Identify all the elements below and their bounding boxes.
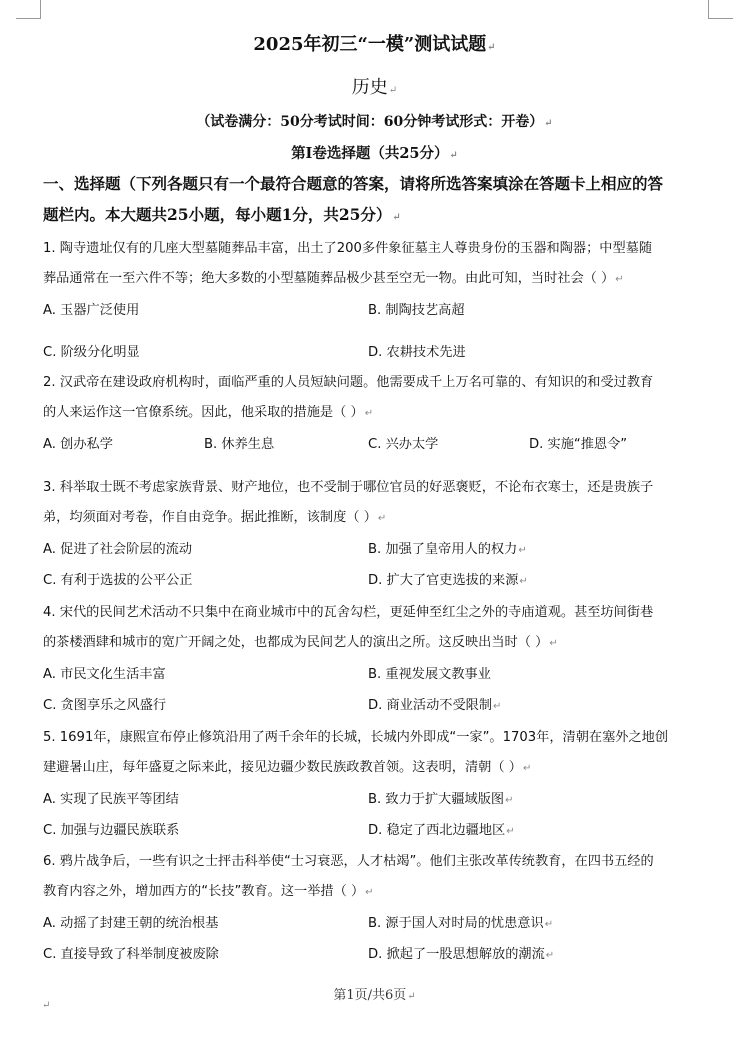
- question-4-option-d: D. 商业活动不受限制↵: [368, 698, 502, 713]
- question-5-option-a: A. 实现了民族平等团结: [43, 792, 179, 807]
- question-4-option-b: B. 重视发展文教事业: [368, 667, 491, 682]
- crop-mark-top-right: [708, 0, 733, 19]
- question-5-line2: 建避暑山庄，每年盛夏之际来此，接见边疆少数民族政教首领。这表明，清朝（ ）↵: [43, 760, 532, 775]
- question-4-line1: 4. 宋代的民间艺术活动不只集中在商业城市中的瓦舍勾栏，更延伸至红尘之外的寺庙道观。甚至坊间街巷: [43, 605, 654, 620]
- question-5-option-d: D. 稳定了西北边疆地区↵: [368, 823, 515, 838]
- question-3-option-d: D. 扩大了官吏选拔的来源↵: [368, 573, 528, 588]
- question-6-line1: 6. 鸦片战争后，一些有识之士抨击科举使“士习衰恶，人才枯竭”。他们主张改革传统教育，在四书五经的: [43, 854, 654, 869]
- question-4-option-a: A. 市民文化生活丰富: [43, 667, 166, 682]
- question-2-option-d: D. 实施“推恩令”: [529, 437, 628, 452]
- question-4-option-c: C. 贪图享乐之风盛行: [43, 698, 167, 713]
- end-paragraph-mark: ↵: [42, 1000, 51, 1011]
- part-instruction-line1: 一、选择题（下列各题只有一个最符合题意的答案，请将所选答案填涂在答题卡上相应的答: [43, 174, 664, 193]
- question-2-line1: 2. 汉武帝在建设政府机构时，面临严重的人员短缺问题。他需要成千上万名可靠的、有知识的和受过教育: [43, 375, 654, 390]
- question-1-option-a: A. 玉器广泛使用: [43, 303, 140, 318]
- question-6-option-b: B. 源于国人对时局的忧患意识↵: [368, 916, 554, 931]
- crop-mark-top-left: [16, 0, 41, 19]
- question-1-option-b: B. 制陶技艺高超: [368, 303, 465, 318]
- page-footer: 第1页/共6页↵: [333, 988, 416, 1003]
- question-2-option-b: B. 休养生息: [204, 437, 275, 452]
- question-1-line2: 葬品通常在一至六件不等；绝大多数的小型墓随葬品极少甚至空无一物。由此可知，当时社会（ ）↵: [43, 271, 624, 286]
- question-5-option-c: C. 加强与边疆民族联系: [43, 823, 180, 838]
- question-6-option-c: C. 直接导致了科举制度被废除: [43, 947, 219, 962]
- question-3-option-a: A. 促进了社会阶层的流动: [43, 542, 193, 557]
- question-2-line2: 的人来运作这一官僚系统。因此，他采取的措施是（ ）↵: [43, 405, 374, 420]
- question-3-line1: 3. 科举取士既不考虑家族背景、财产地位，也不受制于哪位官员的好恶褒贬，不论布衣寒士，还是贵族子: [43, 480, 654, 495]
- question-6-option-a: A. 动摇了封建王朝的统治根基: [43, 916, 219, 931]
- question-6-line2: 教育内容之外，增加西方的“长技”教育。这一举措（ ）↵: [43, 884, 374, 899]
- part-instruction-line2: 题栏内。本大题共25小题，每小题1分，共25分）↵: [43, 205, 401, 224]
- question-4-line2: 的茶楼酒肆和城市的宽广开阔之处，也都成为民间艺人的演出之所。这反映出当时（ ）↵: [43, 635, 558, 650]
- exam-title: 2025年初三“一模”测试试题↵: [253, 34, 496, 55]
- question-1-line1: 1. 陶寺遗址仅有的几座大型墓随葬品丰富，出土了200多件象征墓主人尊贵身份的玉器和陶器；中型墓随: [43, 241, 653, 256]
- question-2-option-a: A. 创办私学: [43, 437, 113, 452]
- exam-subject: 历史↵: [351, 77, 398, 98]
- section-heading: 第Ⅰ卷选择题（共25分）↵: [291, 145, 458, 162]
- question-1-option-d: D. 农耕技术先进: [368, 345, 466, 360]
- question-1-option-c: C. 阶级分化明显: [43, 345, 140, 360]
- question-3-option-c: C. 有利于选拔的公平公正: [43, 573, 193, 588]
- question-3-line2: 弟，均须面对考卷，作自由竞争。据此推断，该制度（ ）↵: [43, 510, 387, 525]
- question-5-option-b: B. 致力于扩大疆域版图↵: [368, 792, 514, 807]
- question-5-line1: 5. 1691年，康熙宣布停止修筑沿用了两千余年的长城，长城内外即成“一家”。1703年，清朝在塞外之地创: [43, 730, 669, 745]
- exam-info: （试卷满分：50分考试时间：60分钟考试形式：开卷）↵: [196, 114, 553, 130]
- question-6-option-d: D. 掀起了一股思想解放的潮流↵: [368, 947, 555, 962]
- question-3-option-b: B. 加强了皇帝用人的权力↵: [368, 542, 527, 557]
- question-2-option-c: C. 兴办太学: [368, 437, 439, 452]
